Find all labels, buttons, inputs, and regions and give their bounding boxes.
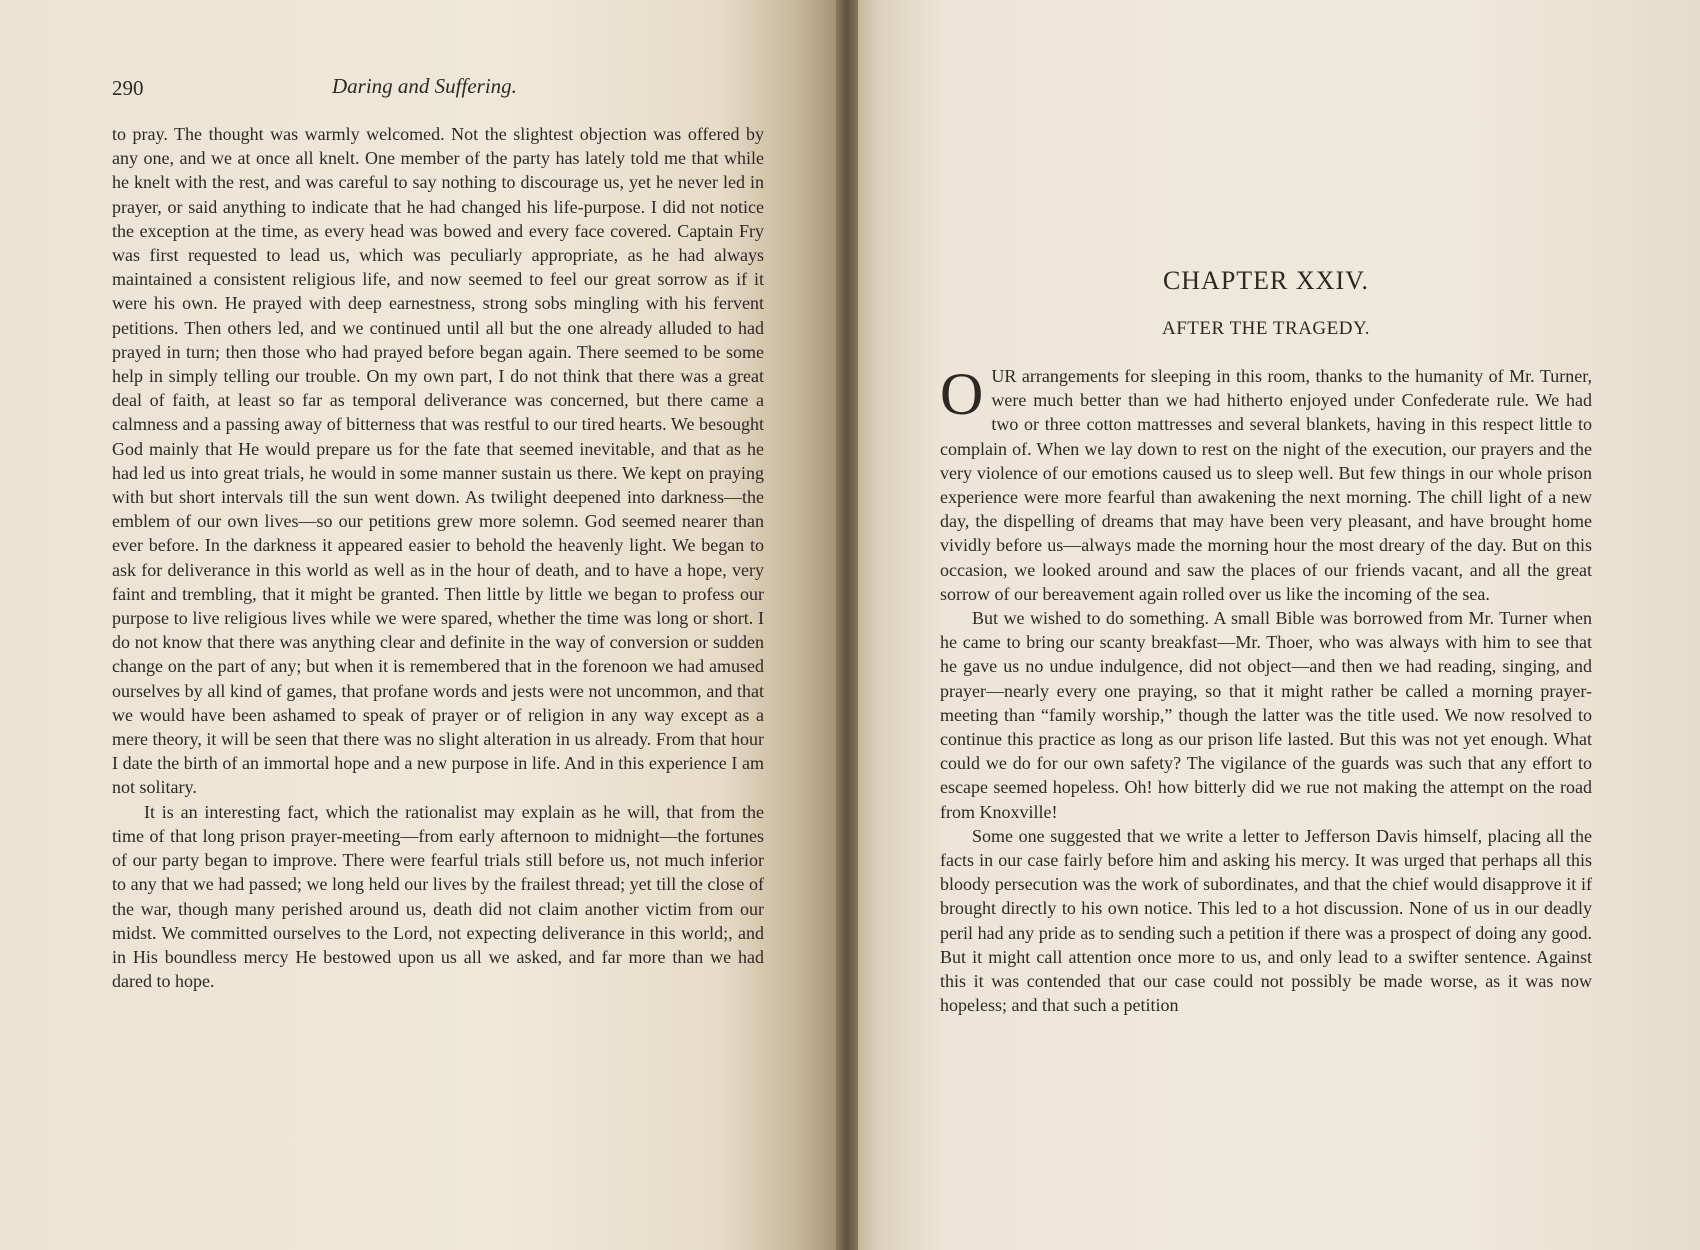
paragraph: But we wished to do something. A small Bible was borrowed from Mr. Turner when he came to bring our scanty breakfast—Mr. Thoer, who was always with him to see that he gave us no undue indulgence, did not object—and then we had reading, singing, and prayer—nearly every one praying, so that it might rather be called a morning prayer-meeting than “family worship,” though the latter was the title used. We now resolved to continue this practice as long as our prison life lasted. But this was not yet enough. What could we do for our own safety? The vigilance of the guards was such that any effort to escape seemed hopeless. Oh! how bitterly did we rue not making the attempt on the road from Knoxville! [940,608,1592,822]
book-gutter [836,0,858,1250]
right-page [846,0,1700,1250]
paragraph: Some one suggested that we write a letter to Jefferson Davis himself, placing all the facts in our case fairly before him and asking his mercy. It was urged that perhaps all this bloody persecution was the work of subordinates, and that the chief would disapprove it if brought directly to his own notice. This led to a hot discussion. None of us in our deadly peril had any pride as to sending such a petition if there was a prospect of doing any good. But it might call attention once more to us, and only lead to a swifter sentence. Against this it was contended that our case could not possibly be made worse, as it was now hopeless; and that such a petition [940,825,1592,1016]
chapter-subtitle: AFTER THE TRAGEDY. [1162,318,1370,339]
left-text-block [112,122,764,993]
paragraph-text: arrangements for sleeping in this room, thanks to the humanity of Mr. Turner, were much better than we had hitherto enjoyed under Confederate rule. We had two or three cotton mattresses and several blankets, having in this respect little to complain of. When we lay down to rest on the night of the execution, our prayers and the very violence of our emotions caused us to sleep well. But few things in our whole prison experience were more fearful than awakening the next morning. The chill light of a new day, the dispelling of dreams that may have been very pleasant, and have brought home vividly before us—always made the morning hour the most dreary of the day. But on this occasion, we looked around and saw the places of our friends vacant, and all the great sorrow of our bereavement again rolled over us like the incoming of the sea. [940,366,1593,604]
running-head [112,76,762,106]
first-word-rest: UR [991,366,1017,386]
page-number: 290 [112,76,144,100]
drop-cap: O [940,361,984,427]
paragraph: It is an interesting fact, which the rationalist may explain as he will, that from the time of that long prison prayer-meeting—from early afternoon to midnight—the fortunes of our party began to improve. There were fearful trials still before us, not much inferior to any that we had passed; we long held our lives by the frailest thread; yet till the close of the war, though many perished around us, death did not claim another victim from our midst. We committed ourselves to the Lord, not expecting deliverance in this world;, and in His boundless mercy He bestowed upon us all we asked, and far more than we had dared to hope. [112,801,764,992]
paragraph [940,361,1593,606]
chapter-heading: CHAPTER XXIV. [1162,266,1370,295]
running-title: Daring and Suffering. [332,74,517,98]
left-page [0,0,846,1250]
right-text-block [940,361,1593,1017]
paragraph: to pray. The thought was warmly welcomed. Not the slightest objection was offered by any one, and we at once all knelt. One member of the party has lately told me that while he knelt with the rest, and was careful to say nothing to discourage us, yet he never led in prayer, or said anything to indicate that he had changed his life-purpose. I did not notice the exception at the time, as every head was bowed and every face covered. Captain Fry was first requested to lead us, which was peculiarly appropriate, as he had always maintained a consistent religious life, and now seemed to feel our great sorrow as if it were his own. He prayed with deep earnestness, strong sobs mingling with his fervent petitions. Then others led, and we continued until all but the one already alluded to had prayed in turn; then those who had prayed before began again. There seemed to be some help in simply telling our trouble. On my own part, I do not think that there was a great deal of faith, at least so far as temporal deliverance was concerned, but there came a calmness and a passing away of bitterness that was restful to our tired hearts. We besought God mainly that He would prepare us for the fate that seemed inevitable, and that as he had led us into great trials, he would in some manner sustain us there. We kept on praying with but short intervals till the sun went down. As twilight deepened into darkness—the emblem of our own lives—so our petitions grew more solemn. God seemed nearer than ever before. In the darkness it appeared easier to behold the heavenly light. We began to ask for deliverance in this world as well as in the hour of death, and to have a hope, very faint and trembling, that it might be granted. Then little by little we began to profess our purpose to live religious lives while we were spared, whether the time was long or short. I do not know that there was anything clear and definite in the way of conversion or sudden change on the part of any; but when it is remembered that in the forenoon we had amused ourselves by all kind of games, that profane words and jests were not uncommon, and that we would have been ashamed to speak of prayer or of religion in any way except as a mere theory, it will be seen that there was no slight alteration in us already. From that hour I date the birth of an immortal hope and a new purpose in life. And in this experience I am not solitary. [112,124,764,798]
